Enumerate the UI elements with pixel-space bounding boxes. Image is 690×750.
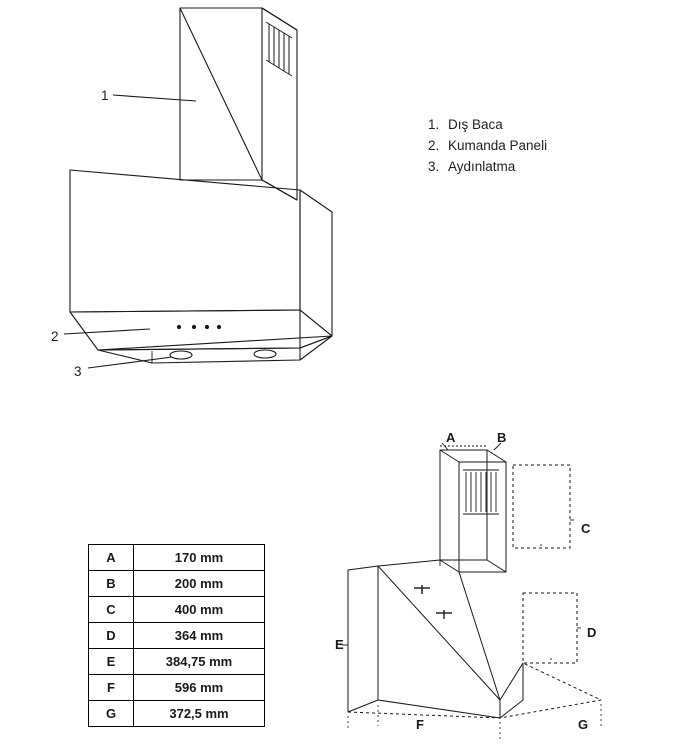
dim-label-c: C <box>581 521 591 536</box>
dimension-table <box>88 544 265 727</box>
table-cell-value: 364 mm <box>134 623 265 649</box>
table-cell-key: E <box>89 649 134 675</box>
table-row <box>89 649 265 675</box>
table-cell-value: 400 mm <box>134 597 265 623</box>
table-cell-key: B <box>89 571 134 597</box>
dim-label-f: F <box>416 717 424 732</box>
control-panel-strip <box>70 310 300 350</box>
table-row <box>89 701 265 727</box>
dim-top-plate <box>378 560 500 700</box>
table-row <box>89 623 265 649</box>
legend-item-label: Kumanda Paneli <box>448 138 548 153</box>
table-cell-key: F <box>89 675 134 701</box>
callout-number-2: 2 <box>51 329 59 344</box>
dim-chimney-front <box>440 450 487 560</box>
dim-left-wing <box>348 566 378 712</box>
legend-item-label: Dış Baca <box>448 117 503 132</box>
hood-right-side <box>300 190 332 336</box>
dim-label-a: A <box>446 430 456 445</box>
dim-label-b: B <box>497 430 507 445</box>
legend-item <box>428 156 547 177</box>
hood-bottom-plate <box>98 336 332 363</box>
chimney-vent-slots <box>266 22 292 76</box>
dim-label-e: E <box>335 637 344 652</box>
dim-box-d <box>523 593 577 663</box>
legend-item-label: Aydınlatma <box>448 159 516 174</box>
table-cell-key: D <box>89 623 134 649</box>
callout-number-3: 3 <box>74 364 82 379</box>
table-cell-key: C <box>89 597 134 623</box>
table-row <box>89 597 265 623</box>
table-cell-value: 170 mm <box>134 545 265 571</box>
dim-chimney-side <box>487 450 506 572</box>
dim-base-footprint <box>348 663 601 718</box>
table-row <box>89 571 265 597</box>
table-row <box>89 545 265 571</box>
legend-item <box>428 135 547 156</box>
legend-item-number: 2. <box>428 138 440 153</box>
dim-glass-front <box>378 566 500 718</box>
glass-front-panel <box>70 170 300 312</box>
dim-chimney-vents <box>463 470 499 514</box>
lamp-left <box>170 351 192 359</box>
control-buttons <box>177 325 221 329</box>
dim-right-wing <box>500 663 523 718</box>
table-cell-value: 372,5 mm <box>134 701 265 727</box>
callout-3-leader <box>88 357 172 368</box>
dim-label-g: G <box>578 717 589 732</box>
legend <box>428 114 547 177</box>
callout-1-leader <box>113 95 196 101</box>
chimney-side-face <box>180 8 297 200</box>
table-cell-value: 200 mm <box>134 571 265 597</box>
legend-item-number: 3. <box>428 159 440 174</box>
legend-item-number: 1. <box>428 117 440 132</box>
table-cell-key: G <box>89 701 134 727</box>
chimney-front-face <box>180 8 262 180</box>
table-cell-key: A <box>89 545 134 571</box>
table-cell-value: 596 mm <box>134 675 265 701</box>
table-row <box>89 675 265 701</box>
legend-item <box>428 114 547 135</box>
callout-2-leader <box>64 329 150 334</box>
mounting-brackets <box>414 585 452 619</box>
lamp-right <box>254 350 276 358</box>
dim-label-d: D <box>587 625 597 640</box>
callout-number-1: 1 <box>101 88 109 103</box>
dim-box-c <box>513 465 570 548</box>
table-cell-value: 384,75 mm <box>134 649 265 675</box>
